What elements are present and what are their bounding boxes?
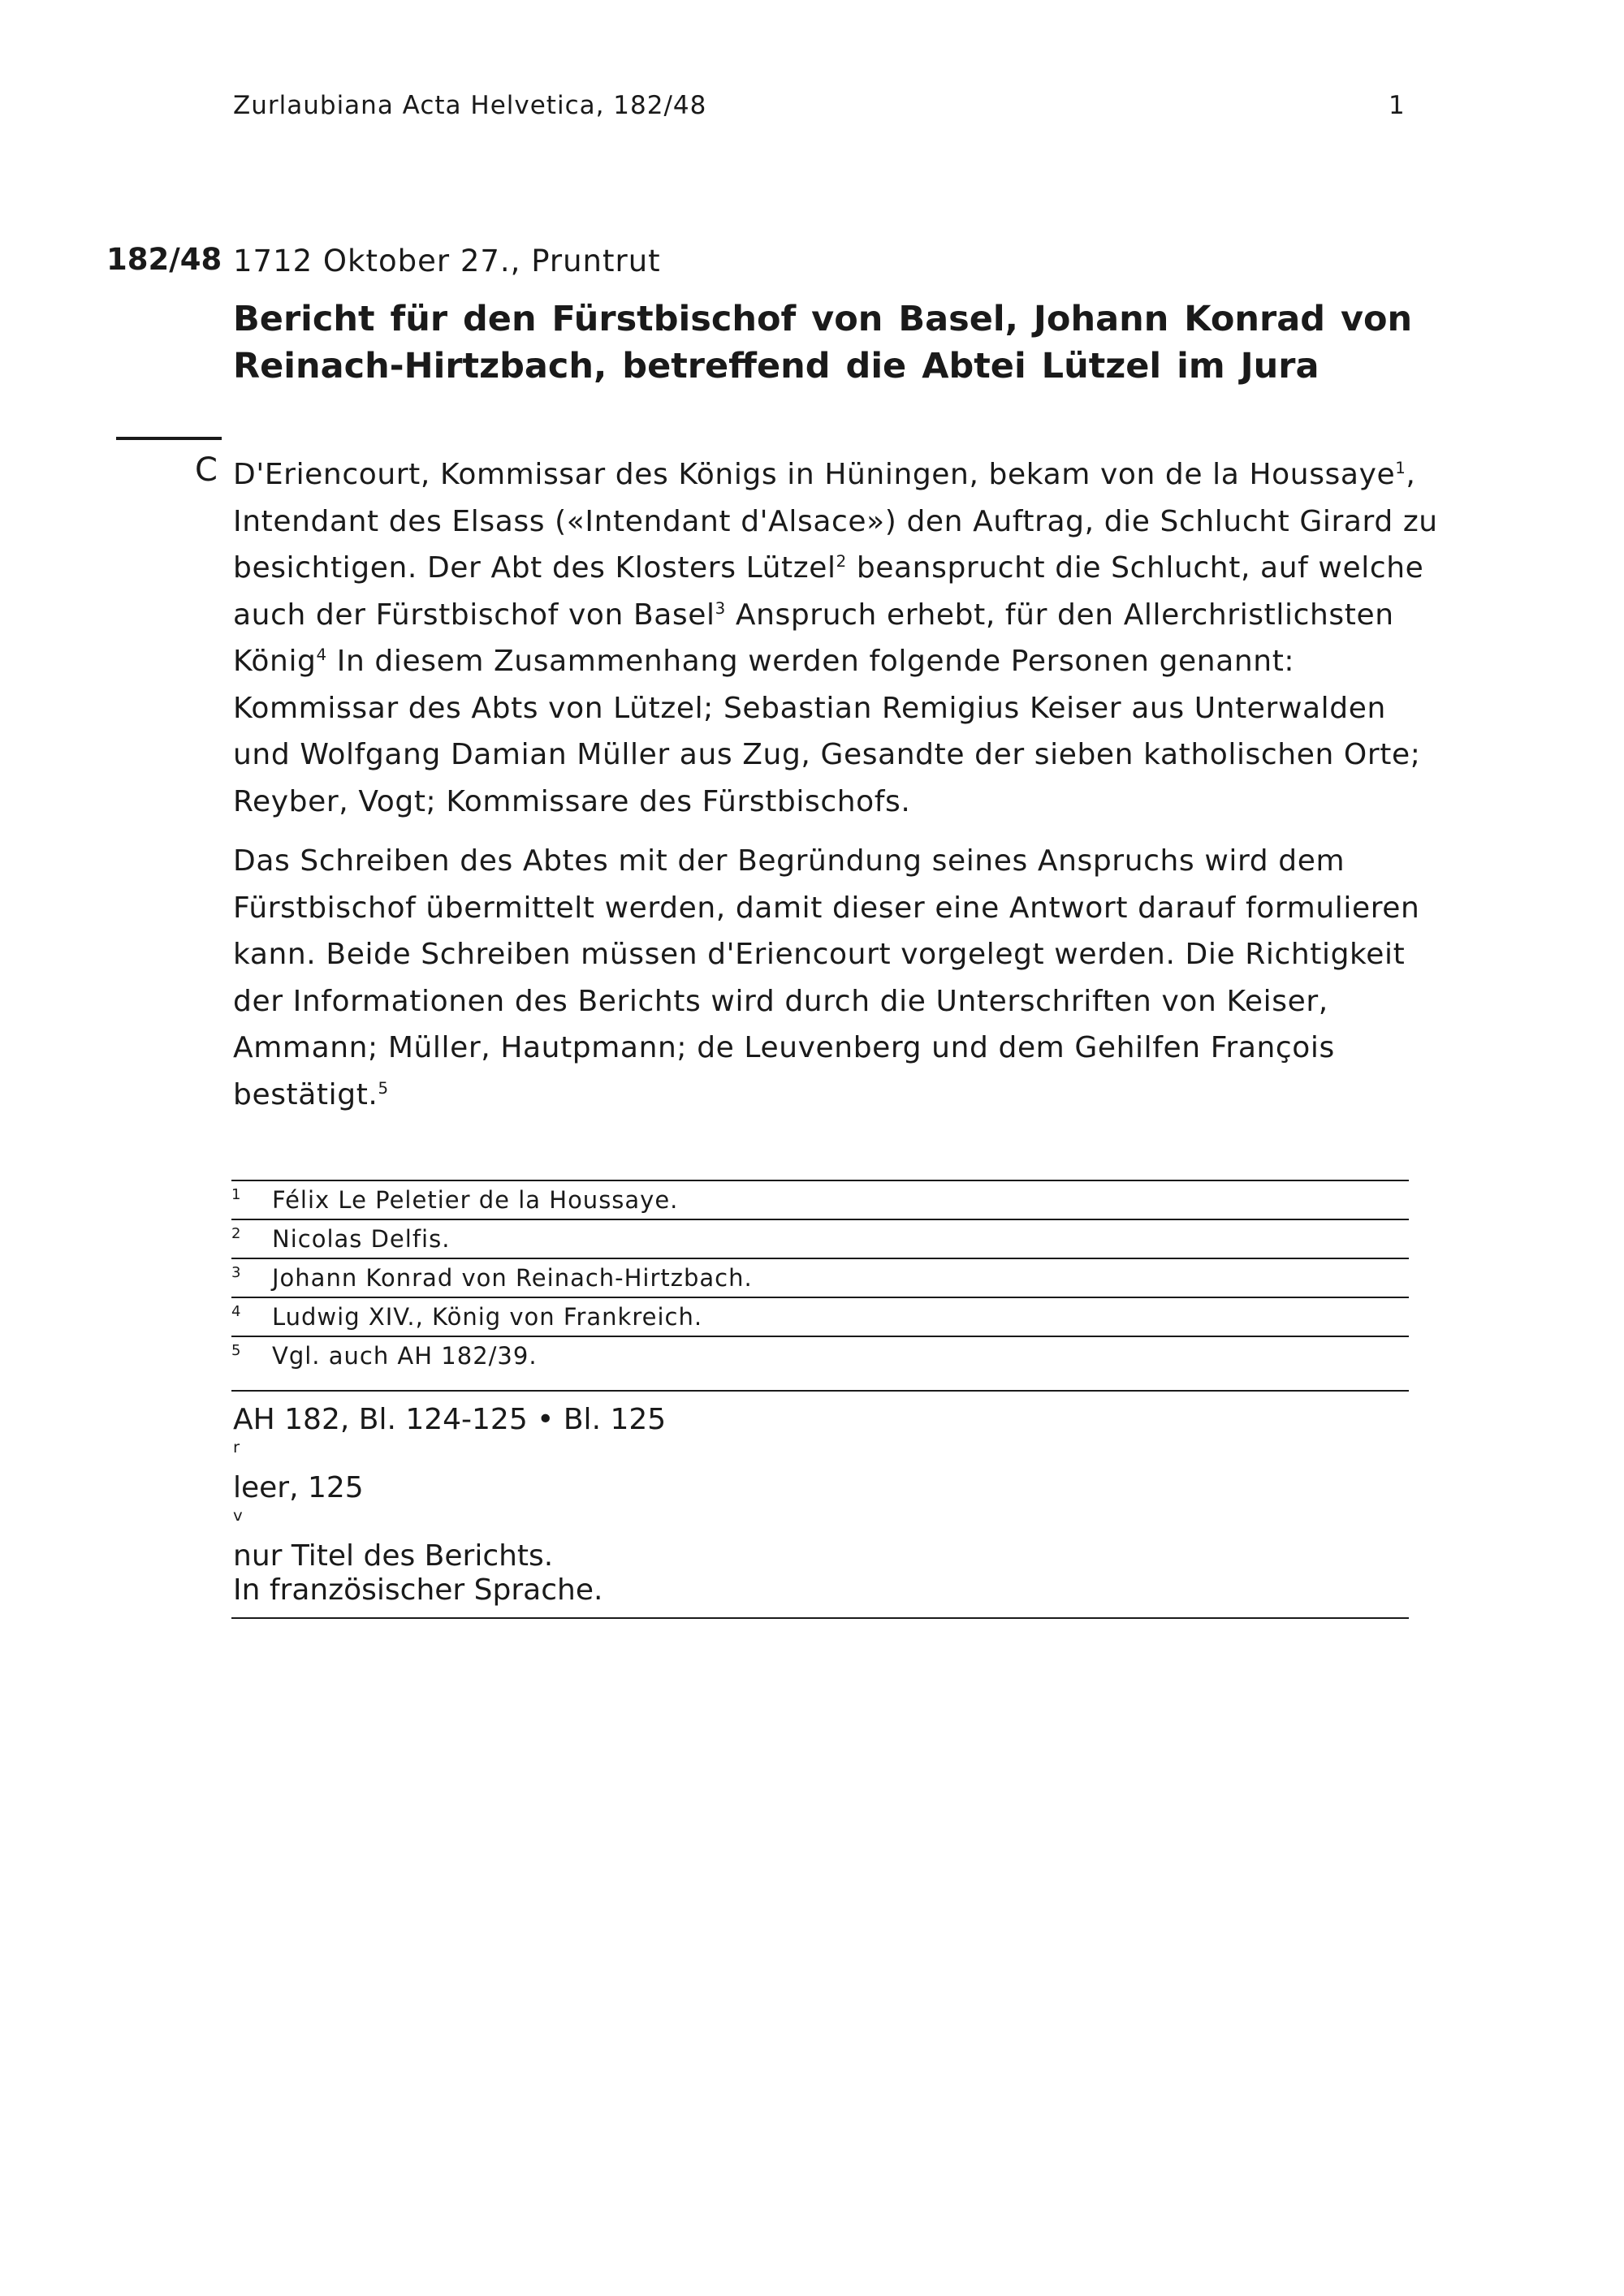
footnote-text: Ludwig XIV., König von Frankreich. (272, 1303, 703, 1331)
footnote-number: 4 (231, 1303, 242, 1320)
summary-paragraph (233, 838, 1419, 1118)
margin-divider (116, 437, 222, 440)
source-box (231, 1392, 1409, 1619)
footnote-text: Johann Konrad von Reinach-Hirtzbach. (272, 1264, 753, 1292)
title-line: Bericht für den Fürstbischof von Basel, Johann Konrad von (233, 299, 1413, 339)
footnote-ref[interactable]: 1 (1395, 459, 1406, 477)
summary-paragraph (233, 451, 1438, 825)
summary-text (233, 451, 1438, 1118)
footnote (231, 1297, 1409, 1336)
source-citation: AH 182, Bl. 124-125 • Bl. 125 $^r$ leer, 125 $^v$ nur Titel des Berichts. (233, 1403, 667, 1573)
footnote-ref[interactable]: 4 (316, 645, 327, 664)
summary-line: der Informationen des Berichts wird durch die Unterschriften von Keiser, (233, 984, 1328, 1018)
footnote-number: 2 (231, 1225, 242, 1242)
summary-line: Intendant des Elsass («Intendant d'Alsace») den Auftrag, die Schlucht Girard zu (233, 504, 1438, 538)
footnote-ref[interactable]: 2 (836, 552, 847, 571)
footnotes (231, 1180, 1409, 1375)
running-head: Zurlaubiana Acta Helvetica, 182/48 (233, 91, 707, 120)
document-date-place: 1712 Oktober 27., Pruntrut (233, 244, 661, 278)
footnote-ref[interactable]: 3 (715, 598, 726, 618)
footnote-number: 1 (231, 1186, 242, 1203)
source-language: In französischer Sprache. (233, 1573, 603, 1607)
summary-line: Ammann; Müller, Hautpmann; de Leuvenberg und dem Gehilfen François (233, 1031, 1335, 1064)
summary-line: kann. Beide Schreiben müssen d'Eriencourt vorgelegt werden. Die Richtigkeit (233, 938, 1406, 971)
footnote (231, 1336, 1409, 1375)
summary-line: und Wolfgang Damian Müller aus Zug, Gesandte der sieben katholischen Orte; (233, 738, 1421, 771)
footnote-ref[interactable]: 5 (378, 1078, 389, 1098)
footnote (231, 1180, 1409, 1219)
footnote (231, 1258, 1409, 1297)
source-note (231, 1390, 1409, 1619)
footnote (231, 1219, 1409, 1258)
footnote-text: Félix Le Peletier de la Houssaye. (272, 1186, 679, 1214)
summary-line: Fürstbischof übermittelt werden, damit dieser eine Antwort darauf formulieren (233, 891, 1420, 925)
footnote-text: Vgl. auch AH 182/39. (272, 1342, 538, 1370)
summary-line: bestätigt.$^5$ (233, 1077, 389, 1111)
footnote-number: 3 (231, 1264, 242, 1281)
page-number: 1 (1389, 91, 1405, 120)
document-number: 182/48 (106, 242, 222, 277)
summary-line: besichtigen. Der Abt des Klosters Lützel$^2$ beansprucht die Schlucht, auf welche (233, 551, 1424, 585)
margin-mark: C (195, 451, 218, 489)
footnote-text: Nicolas Delfis. (272, 1225, 451, 1253)
document-title (233, 296, 1413, 390)
summary-line: Reyber, Vogt; Kommissare des Fürstbischofs. (233, 784, 911, 818)
summary-line: Das Schreiben des Abtes mit der Begründung seines Anspruchs wird dem (233, 844, 1345, 878)
summary-line: Kommissar des Abts von Lützel; Sebastian Remigius Keiser aus Unterwalden (233, 691, 1386, 725)
summary-line: König$^4$ In diesem Zusammenhang werden folgende Personen genannt: (233, 645, 1295, 678)
title-line: Reinach-Hirtzbach, betreffend die Abtei Lützel im Jura (233, 346, 1320, 386)
summary-line: D'Eriencourt, Kommissar des Königs in Hüningen, bekam von de la Houssaye$^1$, (233, 458, 1416, 491)
summary-line: auch der Fürstbischof von Basel$^3$ Anspruch erhebt, für den Allerchristlichsten (233, 598, 1394, 632)
footnote-number: 5 (231, 1342, 242, 1359)
